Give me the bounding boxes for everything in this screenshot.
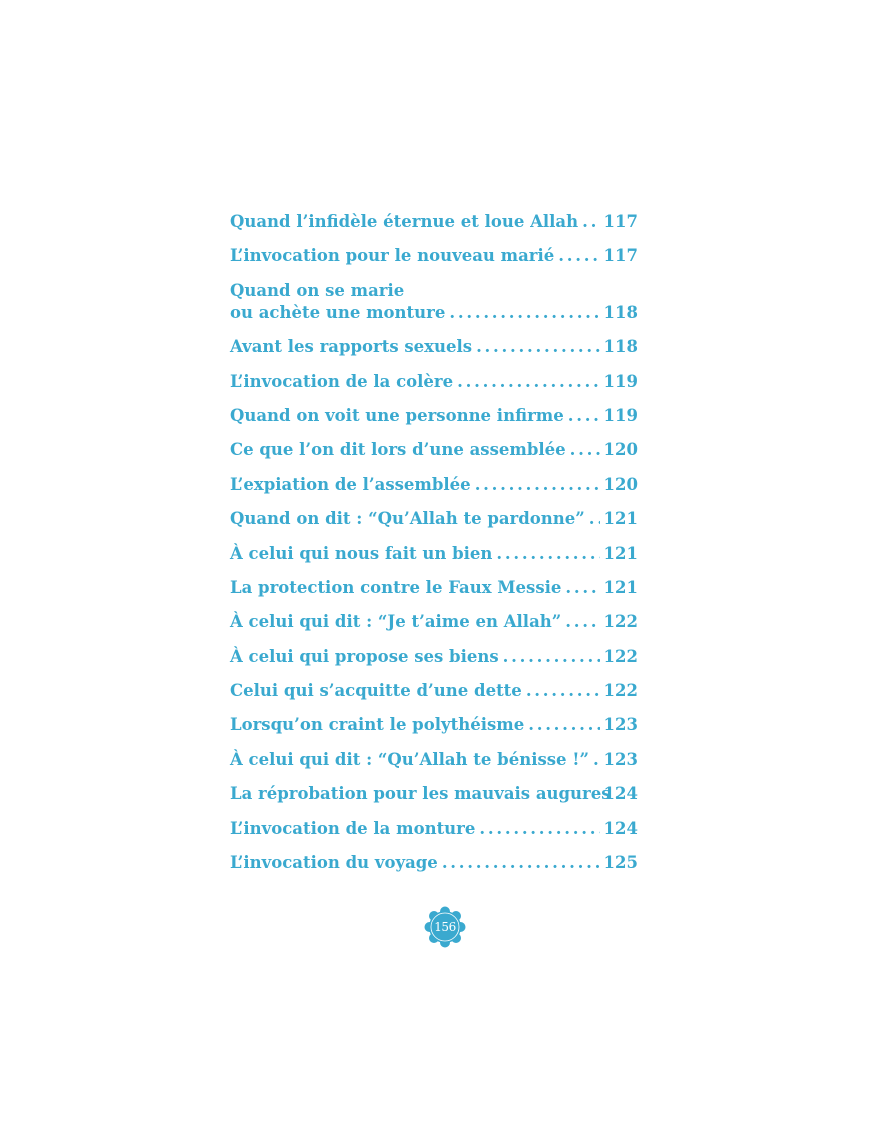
toc-entry-title: À celui qui propose ses biens — [230, 646, 499, 666]
toc-entry-title: L’invocation pour le nouveau marié — [230, 246, 555, 266]
toc-entry-page: 121 — [603, 509, 638, 529]
dot-leader — [568, 405, 600, 427]
toc-entry — [230, 611, 638, 633]
toc-entry — [230, 749, 638, 771]
dot-leader — [476, 336, 599, 358]
toc-entry-title: La réprobation pour les mauvais augures — [230, 784, 611, 804]
dot-leader — [565, 611, 599, 633]
dot-leader — [449, 302, 599, 324]
toc-entry — [230, 680, 638, 702]
toc-entry-page: 119 — [603, 371, 638, 391]
dot-leader — [442, 852, 600, 874]
toc-entry-page: 120 — [603, 474, 638, 494]
toc-entry — [230, 646, 638, 668]
toc-entry-title: L’invocation de la colère — [230, 371, 454, 391]
toc-entry-title: Lorsqu’on craint le polythéisme — [230, 715, 525, 735]
toc-entry-page: 121 — [603, 543, 638, 563]
toc-entry-page: 122 — [603, 612, 638, 632]
page-number: 156 — [434, 920, 456, 934]
table-of-contents — [230, 211, 638, 886]
dot-leader — [582, 211, 599, 233]
toc-entry-page: 118 — [603, 337, 638, 357]
toc-entry — [230, 543, 638, 565]
toc-entry-page: 122 — [603, 646, 638, 666]
toc-entry-title: À celui qui nous fait un bien — [230, 543, 493, 563]
toc-entry — [230, 336, 638, 358]
toc-entry-page: 123 — [603, 715, 638, 735]
toc-entry-title: L’invocation de la monture — [230, 818, 476, 838]
toc-entry — [230, 439, 638, 461]
dot-leader — [589, 508, 600, 530]
toc-entry-page: 117 — [603, 246, 638, 266]
toc-entry — [230, 783, 638, 805]
toc-entry-page: 119 — [603, 405, 638, 425]
toc-entry-page: 117 — [603, 212, 638, 231]
toc-entry — [230, 714, 638, 736]
toc-entry-title: À celui qui dit : “Qu’Allah te bénisse !” — [230, 749, 590, 769]
dot-leader — [496, 543, 599, 565]
toc-entry — [230, 818, 638, 840]
dot-leader — [503, 646, 600, 668]
toc-entry — [230, 577, 638, 599]
toc-entry-page: 124 — [603, 818, 638, 838]
dot-leader — [528, 714, 599, 736]
toc-entry — [230, 280, 638, 324]
toc-entry-title: Quand on dit : “Qu’Allah te pardonne” — [230, 509, 585, 529]
toc-entry — [230, 405, 638, 427]
dot-leader — [457, 371, 599, 393]
dot-leader — [526, 680, 600, 702]
toc-entry-title: Quand on voit une personne infirme — [230, 405, 564, 425]
toc-entry-title: Quand l’infidèle éternue et loue Allah — [230, 212, 579, 231]
toc-entry-page: 124 — [603, 784, 638, 804]
dot-leader — [558, 245, 599, 267]
toc-entry — [230, 245, 638, 267]
toc-entry-title: L’invocation du voyage — [230, 853, 438, 873]
dot-leader — [565, 577, 599, 599]
dot-leader — [593, 749, 601, 771]
toc-entry — [230, 371, 638, 393]
toc-entry-title: La protection contre le Faux Messie — [230, 577, 562, 597]
toc-entry-page: 123 — [603, 749, 638, 769]
toc-entry-title: Ce que l’on dit lors d’une assemblée — [230, 440, 566, 460]
toc-entry-page: 118 — [603, 302, 638, 322]
toc-entry-title: Celui qui s’acquitte d’une dette — [230, 681, 522, 701]
page-number-badge — [424, 906, 466, 948]
toc-entry-page: 121 — [603, 577, 638, 597]
toc-entry-title-line-1: Quand on se marie — [230, 280, 405, 300]
toc-entry-page: 120 — [603, 440, 638, 460]
dot-leader — [570, 439, 600, 461]
toc-entry — [230, 852, 638, 874]
dot-leader — [475, 474, 600, 496]
toc-entry-title: L’expiation de l’assemblée — [230, 474, 471, 494]
toc-entry-title-line-2: ou achète une monture — [230, 302, 446, 322]
toc-entry-page: 125 — [603, 853, 638, 873]
toc-entry — [230, 211, 638, 233]
toc-entry — [230, 474, 638, 496]
toc-entry-title: Avant les rapports sexuels — [230, 337, 473, 357]
toc-entry-page: 122 — [603, 681, 638, 701]
toc-entry — [230, 508, 638, 530]
toc-entry-title: À celui qui dit : “Je t’aime en Allah” — [230, 612, 562, 632]
dot-leader — [479, 818, 599, 840]
